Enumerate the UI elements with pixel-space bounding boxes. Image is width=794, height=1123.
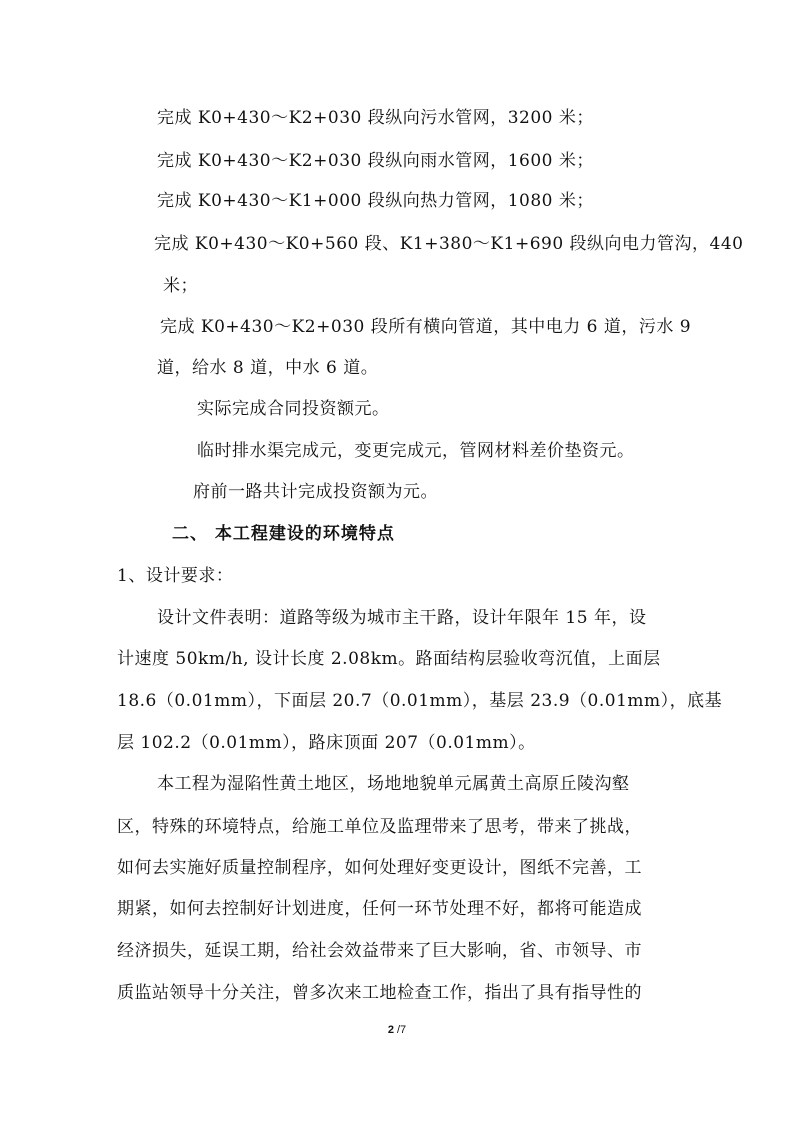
list-item: 完成 K0+430～K2+030 段纵向污水管网，3200 米；	[157, 108, 594, 128]
subheading: 1、设计要求：	[117, 566, 234, 586]
paragraph-line: 设计文件表明：道路等级为城市主干路，设计年限年 15 年，设	[157, 608, 647, 628]
text-line: 实际完成合同投资额元。	[197, 399, 390, 419]
paragraph-line: 经济损失，延误工期，给社会效益带来了巨大影响，省、市领导、市	[117, 941, 642, 961]
paragraph-line: 本工程为湿陷性黄土地区，场地地貌单元属黄土高原丘陵沟壑	[157, 774, 630, 794]
paragraph-line: 质监站领导十分关注，曾多次来工地检查工作，指出了具有指导性的	[117, 983, 642, 1003]
list-item-continuation: 道，给水 8 道，中水 6 道。	[157, 358, 379, 378]
paragraph-line: 计速度 50km/h, 设计长度 2.08km。路面结构层验收弯沉值，上面层	[117, 649, 661, 669]
total-pages: /7	[393, 1024, 407, 1036]
text-line: 临时排水渠完成元，变更完成元，管网材料差价垫资元。	[197, 441, 635, 461]
paragraph-line: 18.6（0.01mm），下面层 20.7（0.01mm），基层 23.9（0.01mm），底基	[117, 691, 723, 711]
paragraph-line: 如何去实施好质量控制程序，如何处理好变更设计，图纸不完善，工	[117, 858, 642, 878]
list-item: 完成 K0+430～K0+560 段、K1+380～K1+690 段纵向电力管沟，440	[154, 234, 744, 254]
paragraph-line: 区，特殊的环境特点，给施工单位及监理带来了思考，带来了挑战，	[117, 817, 642, 837]
list-item: 完成 K0+430～K2+030 段所有横向管道，其中电力 6 道，污水 9	[160, 317, 692, 337]
list-item-continuation: 米；	[163, 276, 198, 296]
paragraph-line: 期紧，如何去控制好计划进度，任何一环节处理不好，都将可能造成	[117, 899, 642, 919]
text-line: 府前一路共计完成投资额为元。	[193, 482, 438, 502]
list-item: 完成 K0+430～K2+030 段纵向雨水管网，1600 米；	[157, 151, 594, 171]
page-number	[0, 1024, 794, 1036]
current-page-number: 2	[387, 1024, 394, 1036]
section-heading: 二、 本工程建设的环境特点	[172, 524, 395, 544]
paragraph-line: 层 102.2（0.01mm），路床顶面 207（0.01mm）。	[117, 733, 536, 753]
list-item: 完成 K0+430～K1+000 段纵向热力管网，1080 米；	[157, 191, 594, 211]
